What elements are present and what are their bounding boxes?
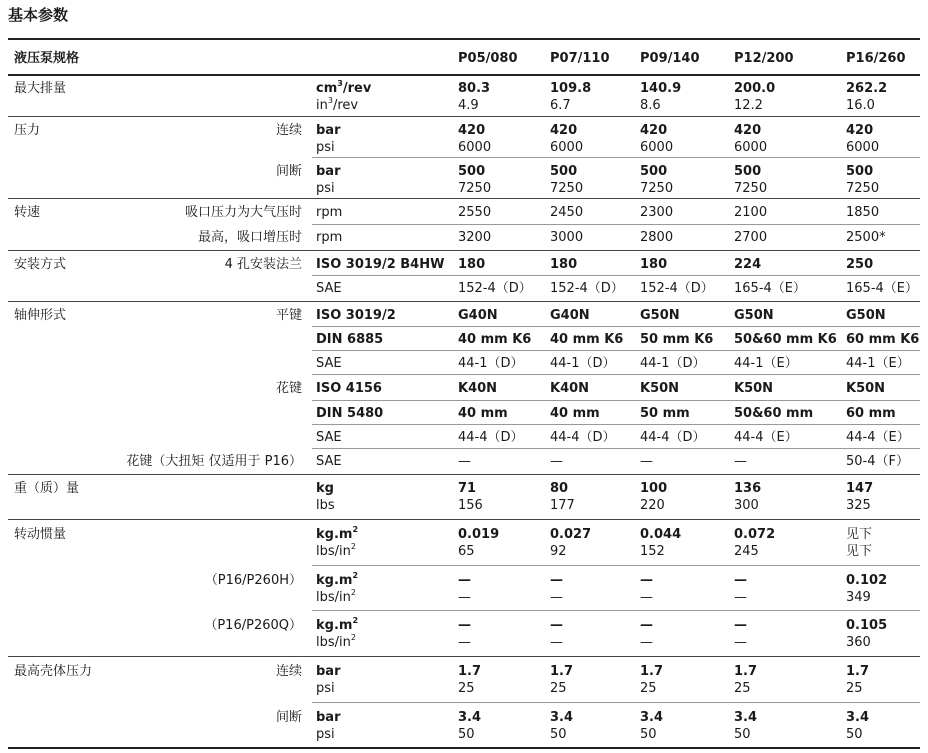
unit-text: lbs/in [316, 635, 351, 650]
unit-label: bar [316, 164, 341, 179]
row-sublabel: 最高，吸口增压时 [197, 230, 302, 245]
cell-value: 44-4（D） [550, 430, 616, 445]
cell-value: 152 [640, 544, 665, 559]
cell-value: 1.7 [640, 664, 664, 679]
unit-text: in [316, 98, 328, 113]
cell-value: — [550, 635, 563, 650]
cell-value: — [640, 573, 653, 588]
unit-label: psi [316, 181, 335, 196]
unit-label [316, 543, 356, 560]
cell-value: 3.4 [458, 710, 482, 725]
header-label: 液压泵规格 [14, 51, 80, 66]
section-rule [8, 198, 920, 199]
cell-value: 50 [734, 727, 751, 742]
cell-value: 1.7 [846, 664, 870, 679]
cell-value: 0.027 [550, 527, 592, 542]
unit-label: SAE [316, 454, 342, 469]
cell-value: 7250 [846, 181, 880, 196]
unit-exponent: 3 [337, 79, 343, 88]
cell-value: 140.9 [640, 81, 682, 96]
subsection-rule [312, 275, 920, 276]
cell-value: 7250 [550, 181, 584, 196]
unit-label: SAE [316, 430, 342, 445]
subsection-rule [312, 424, 920, 425]
unit-text: kg.m [316, 573, 353, 588]
unit-exponent: 2 [350, 588, 356, 597]
cell-value: 见下 [846, 544, 873, 559]
unit-text: kg.m [316, 527, 353, 542]
unit-exponent: 2 [350, 633, 356, 642]
cell-value: 25 [458, 681, 475, 696]
cell-value: 100 [640, 481, 668, 496]
cell-value: 6000 [734, 140, 768, 155]
cell-value: 1.7 [458, 664, 482, 679]
cell-value: 44-4（E） [734, 430, 798, 445]
row-label: 轴伸形式 [14, 308, 67, 323]
cell-value: 16.0 [846, 98, 875, 113]
header-rule [8, 74, 920, 76]
cell-value: G50N [846, 308, 886, 323]
unit-exponent: 2 [350, 542, 356, 551]
cell-value: 325 [846, 498, 871, 513]
cell-value: — [458, 618, 471, 633]
cell-value: — [550, 454, 563, 469]
unit-label: SAE [316, 281, 342, 296]
row-label: 转速 [14, 205, 41, 220]
cell-value: 1.7 [550, 664, 574, 679]
row-label: 最大排量 [14, 81, 67, 96]
cell-value: K40N [458, 381, 498, 396]
subsection-rule [312, 565, 920, 566]
unit-label: psi [316, 140, 335, 155]
unit-text: /rev [332, 98, 359, 113]
table-top-rule [8, 38, 920, 40]
cell-value: G50N [640, 308, 680, 323]
cell-value: 50 mm [640, 406, 690, 421]
row-sublabel: 花键（大扭矩 仅适用于 P16） [126, 454, 302, 469]
subsection-rule [312, 326, 920, 327]
unit-label [316, 572, 358, 589]
cell-value: 50 mm K6 [640, 332, 714, 347]
cell-value: 180 [640, 257, 668, 272]
unit-text: cm [316, 81, 338, 96]
cell-value: 0.044 [640, 527, 682, 542]
cell-value: 500 [734, 164, 762, 179]
cell-value: 50&60 mm [734, 406, 814, 421]
cell-value: 40 mm [458, 406, 508, 421]
subsection-rule [312, 400, 920, 401]
cell-value: — [458, 454, 471, 469]
cell-value: 50 [640, 727, 657, 742]
row-label: 最高壳体压力 [14, 664, 93, 679]
cell-value: 220 [640, 498, 665, 513]
cell-value: — [640, 618, 653, 633]
cell-value: 224 [734, 257, 762, 272]
cell-value: 1.7 [734, 664, 758, 679]
row-sublabel: 平键 [275, 308, 302, 323]
cell-value: 6.7 [550, 98, 571, 113]
cell-value: G50N [734, 308, 774, 323]
model-header: P07/110 [550, 51, 610, 66]
unit-label: lbs [316, 498, 335, 513]
row-label: 压力 [14, 123, 41, 138]
unit-label: rpm [316, 230, 343, 245]
cell-value: 2800 [640, 230, 674, 245]
cell-value: 2700 [734, 230, 768, 245]
unit-exponent: 3 [327, 96, 333, 105]
cell-value: G40N [458, 308, 498, 323]
subsection-rule [312, 610, 920, 611]
unit-label: psi [316, 727, 335, 742]
cell-value: — [458, 573, 471, 588]
cell-value: 177 [550, 498, 575, 513]
cell-value: 7250 [640, 181, 674, 196]
unit-exponent: 2 [352, 571, 359, 580]
cell-value: 12.2 [734, 98, 763, 113]
cell-value: 109.8 [550, 81, 592, 96]
section-rule [8, 250, 920, 251]
unit-label: bar [316, 123, 341, 138]
cell-value: 2100 [734, 205, 768, 220]
cell-value: 360 [846, 635, 871, 650]
cell-value: 44-1（D） [640, 356, 706, 371]
cell-value: 50 [846, 727, 863, 742]
cell-value: 44-1（D） [550, 356, 616, 371]
cell-value: 152-4（D） [458, 281, 532, 296]
row-label: 安装方式 [14, 257, 67, 272]
row-label: 重（质）量 [14, 481, 80, 496]
subsection-rule [312, 157, 920, 158]
cell-value: 3.4 [734, 710, 758, 725]
cell-value: 420 [550, 123, 578, 138]
cell-value: 200.0 [734, 81, 776, 96]
cell-value: G40N [550, 308, 590, 323]
cell-value: 3.4 [846, 710, 870, 725]
cell-value: 7250 [734, 181, 768, 196]
cell-value: 349 [846, 590, 871, 605]
section-rule [8, 474, 920, 475]
cell-value: 50&60 mm K6 [734, 332, 837, 347]
cell-value: 6000 [458, 140, 492, 155]
cell-value: 180 [550, 257, 578, 272]
cell-value: 500 [550, 164, 578, 179]
cell-value: 40 mm K6 [458, 332, 532, 347]
cell-value: 25 [640, 681, 657, 696]
cell-value: 25 [550, 681, 567, 696]
cell-value: 6000 [640, 140, 674, 155]
cell-value: 50 [550, 727, 567, 742]
row-sublabel: （P16/P260Q） [204, 618, 302, 633]
cell-value: 420 [734, 123, 762, 138]
cell-value: 3.4 [550, 710, 574, 725]
subsection-rule [312, 374, 920, 375]
cell-value: 44-1（E） [734, 356, 798, 371]
table-bottom-rule [8, 747, 920, 749]
cell-value: 2450 [550, 205, 584, 220]
unit-label: ISO 3019/2 B4HW [316, 257, 445, 272]
row-sublabel: 间断 [275, 710, 302, 725]
section-rule [8, 301, 920, 302]
cell-value: — [734, 573, 747, 588]
cell-value: 40 mm K6 [550, 332, 624, 347]
cell-value: 500 [458, 164, 486, 179]
cell-value: K50N [846, 381, 886, 396]
row-sublabel: （P16/P260H） [204, 573, 302, 588]
unit-label: kg [316, 481, 334, 496]
cell-value: 2300 [640, 205, 674, 220]
section-rule [8, 519, 920, 520]
unit-label: ISO 3019/2 [316, 308, 396, 323]
cell-value: 80.3 [458, 81, 491, 96]
cell-value: 3.4 [640, 710, 664, 725]
unit-label: rpm [316, 205, 343, 220]
cell-value: 0.019 [458, 527, 500, 542]
subsection-rule [312, 702, 920, 703]
page-title: 基本参数 [8, 6, 69, 24]
cell-value: 25 [734, 681, 751, 696]
unit-label [316, 80, 371, 97]
cell-value: 50-4（F） [846, 454, 909, 469]
cell-value: — [640, 590, 653, 605]
cell-value: — [458, 635, 471, 650]
unit-label: bar [316, 664, 341, 679]
unit-text: /rev [342, 81, 372, 96]
cell-value: 65 [458, 544, 475, 559]
cell-value: 50 [458, 727, 475, 742]
row-label: 转动惯量 [14, 527, 67, 542]
row-sublabel: 连续 [275, 664, 302, 679]
cell-value: 165-4（E） [734, 281, 806, 296]
unit-label [316, 617, 358, 634]
unit-text: kg.m [316, 618, 353, 633]
cell-value: 71 [458, 481, 477, 496]
cell-value: — [734, 618, 747, 633]
cell-value: 500 [640, 164, 668, 179]
unit-label: DIN 5480 [316, 406, 384, 421]
cell-value: — [640, 635, 653, 650]
cell-value: — [458, 590, 471, 605]
cell-value: 6000 [846, 140, 880, 155]
cell-value: 44-4（D） [458, 430, 524, 445]
cell-value: K50N [640, 381, 680, 396]
cell-value: 44-1（D） [458, 356, 524, 371]
cell-value: 152-4（D） [550, 281, 624, 296]
cell-value: 3000 [550, 230, 584, 245]
section-rule [8, 116, 920, 117]
cell-value: 136 [734, 481, 762, 496]
unit-label [316, 97, 358, 114]
cell-value: — [550, 618, 563, 633]
section-rule [8, 656, 920, 657]
row-sublabel: 吸口压力为大气压时 [184, 205, 302, 220]
cell-value: 7250 [458, 181, 492, 196]
cell-value: — [550, 590, 563, 605]
cell-value: — [550, 573, 563, 588]
subsection-rule [312, 224, 920, 225]
unit-exponent: 2 [352, 616, 359, 625]
cell-value: 2550 [458, 205, 492, 220]
subsection-rule [312, 448, 920, 449]
unit-text: lbs/in [316, 544, 351, 559]
cell-value: 25 [846, 681, 863, 696]
cell-value: — [734, 454, 747, 469]
model-header: P12/200 [734, 51, 794, 66]
cell-value: 44-4（E） [846, 430, 910, 445]
cell-value: 0.102 [846, 573, 888, 588]
cell-value: 165-4（E） [846, 281, 918, 296]
cell-value: 44-4（D） [640, 430, 706, 445]
cell-value: 300 [734, 498, 759, 513]
cell-value: 60 mm [846, 406, 896, 421]
unit-exponent: 2 [352, 525, 359, 534]
cell-value: 44-1（E） [846, 356, 910, 371]
row-sublabel: 4 孔安装法兰 [224, 257, 302, 272]
unit-label [316, 589, 356, 606]
cell-value: 156 [458, 498, 483, 513]
model-header: P05/080 [458, 51, 518, 66]
cell-value: — [734, 590, 747, 605]
cell-value: 见下 [846, 527, 873, 542]
cell-value: 152-4（D） [640, 281, 714, 296]
row-sublabel: 间断 [275, 164, 302, 179]
cell-value: 3200 [458, 230, 492, 245]
cell-value: 0.105 [846, 618, 888, 633]
unit-label: SAE [316, 356, 342, 371]
unit-label: psi [316, 681, 335, 696]
unit-label [316, 526, 358, 543]
cell-value: 2500* [846, 230, 886, 245]
row-sublabel: 连续 [275, 123, 302, 138]
cell-value: 8.6 [640, 98, 661, 113]
cell-value: 147 [846, 481, 874, 496]
cell-value: K50N [734, 381, 774, 396]
model-header: P16/260 [846, 51, 906, 66]
cell-value: 250 [846, 257, 874, 272]
cell-value: 60 mm K6 [846, 332, 920, 347]
cell-value: 1850 [846, 205, 880, 220]
unit-label: bar [316, 710, 341, 725]
cell-value: 420 [458, 123, 486, 138]
cell-value: 40 mm [550, 406, 600, 421]
cell-value: — [640, 454, 653, 469]
cell-value: 4.9 [458, 98, 479, 113]
unit-label: ISO 4156 [316, 381, 382, 396]
row-sublabel: 花键 [275, 381, 302, 396]
model-header: P09/140 [640, 51, 700, 66]
cell-value: K40N [550, 381, 590, 396]
cell-value: 420 [846, 123, 874, 138]
unit-text: lbs/in [316, 590, 351, 605]
cell-value: 262.2 [846, 81, 888, 96]
unit-label [316, 634, 356, 651]
cell-value: 500 [846, 164, 874, 179]
cell-value: 0.072 [734, 527, 776, 542]
cell-value: 6000 [550, 140, 584, 155]
cell-value: 420 [640, 123, 668, 138]
cell-value: 245 [734, 544, 759, 559]
cell-value: 80 [550, 481, 569, 496]
cell-value: — [734, 635, 747, 650]
unit-label: DIN 6885 [316, 332, 384, 347]
cell-value: 180 [458, 257, 486, 272]
cell-value: 92 [550, 544, 567, 559]
subsection-rule [312, 350, 920, 351]
